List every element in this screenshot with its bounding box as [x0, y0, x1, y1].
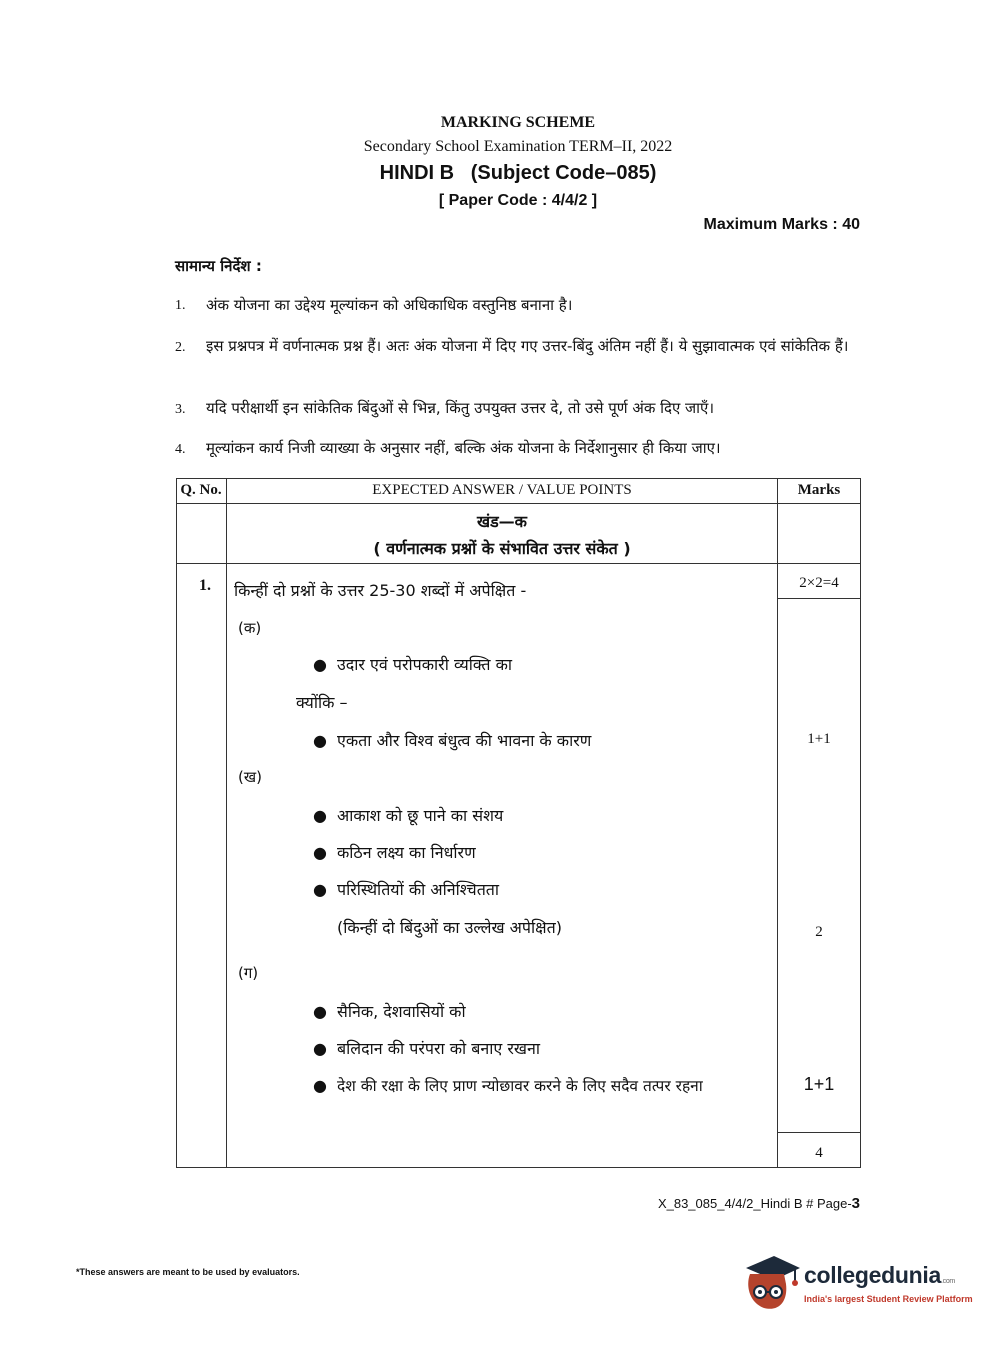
instructions-heading: सामान्य निर्देश :	[175, 257, 262, 275]
part-label: (ग)	[238, 964, 259, 982]
bullet-icon: ●	[313, 1039, 327, 1058]
instruction-text: यदि परीक्षार्थी इन सांकेतिक बिंदुओं से भिन्न, किंतु उपयुक्त उत्तर दे, तो उसे पूर्ण अंक दिए जाएँ।	[206, 399, 715, 417]
mascot-icon	[740, 1250, 802, 1312]
part-marks: 1+1	[807, 731, 831, 747]
exam-name: Secondary School Examination TERM–II, 2022	[363, 138, 673, 155]
header-qno: Q. No.	[180, 482, 222, 498]
marks-cell-divider	[777, 1132, 860, 1133]
page-reference-prefix: X_83_085_4/4/2_Hindi B # Page-	[657, 1196, 852, 1211]
table-header-divider	[176, 503, 861, 504]
table-border-top	[176, 478, 861, 479]
answer-point: उदार एवं परोपकारी व्यक्ति का	[337, 655, 513, 674]
brand-tagline: India's largest Student Review Platform	[804, 1294, 973, 1304]
paper-code: [ Paper Code : 4/4/2 ]	[438, 192, 598, 209]
question-prompt: किन्हीं दो प्रश्नों के उत्तर 25-30 शब्दों में अपेक्षित -	[234, 581, 527, 600]
bullet-icon: ●	[313, 843, 327, 862]
answer-point: आकाश को छू पाने का संशय	[337, 806, 504, 825]
page-number: 3	[851, 1195, 860, 1212]
sub-total-marks: 4	[815, 1145, 823, 1161]
subject-code: (Subject Code–085)	[470, 162, 657, 184]
header-marks: Marks	[797, 482, 841, 498]
answer-point: बलिदान की परंपरा को बनाए रखना	[337, 1039, 541, 1058]
marking-scheme-title: MARKING SCHEME	[440, 114, 596, 131]
bullet-icon: ●	[313, 655, 327, 674]
collegedunia-logo[interactable]	[740, 1250, 976, 1314]
question-number: 1.	[199, 577, 211, 594]
marks-cell-divider	[777, 598, 860, 599]
brand-suffix: .com	[940, 1278, 955, 1285]
answer-point: देश की रक्षा के लिए प्राण न्योछावर करने के लिए सदैव तत्पर रहना	[337, 1077, 703, 1095]
section-subtitle: ( वर्णनात्मक प्रश्नों के संभावित उत्तर संकेत )	[373, 539, 631, 558]
table-border-bottom	[176, 1167, 861, 1168]
section-title: खंड—क	[477, 512, 527, 531]
bullet-icon: ●	[313, 806, 327, 825]
bullet-icon: ●	[313, 731, 327, 750]
part-marks: 1+1	[803, 1074, 835, 1094]
instruction-number: 1.	[175, 298, 186, 313]
instruction-text: अंक योजना का उद्देश्य मूल्यांकन को अधिकाधिक वस्तुनिष्ठ बनाना है।	[206, 296, 573, 314]
answer-point: सैनिक, देशवासियों को	[337, 1002, 466, 1021]
answer-point: एकता और विश्व बंधुत्व की भावना के कारण	[337, 731, 592, 750]
answer-point: कठिन लक्ष्य का निर्धारण	[337, 843, 476, 862]
bullet-icon: ●	[313, 880, 327, 899]
disclaimer: *These answers are meant to be used by evaluators.	[76, 1267, 300, 1277]
subject-line	[0, 162, 1002, 185]
table-border-right	[860, 478, 861, 1168]
answer-point: परिस्थितियों की अनिश्चितता	[337, 880, 500, 899]
header-answer: EXPECTED ANSWER / VALUE POINTS	[372, 482, 632, 498]
bullet-icon: ●	[313, 1076, 327, 1095]
answer-because: क्योंकि –	[296, 693, 348, 712]
part-label: (ख)	[238, 768, 262, 786]
instruction-number: 3.	[175, 402, 186, 417]
answer-note: (किन्हीं दो बिंदुओं का उल्लेख अपेक्षित)	[337, 918, 562, 937]
part-label: (क)	[238, 619, 262, 637]
table-section-divider	[176, 563, 861, 564]
instruction-number: 2.	[175, 340, 186, 355]
max-marks: Maximum Marks : 40	[703, 216, 860, 233]
page-reference	[658, 1195, 860, 1212]
instruction-text: इस प्रश्नपत्र में वर्णनात्मक प्रश्न हैं। अतः अंक योजना में दिए गए उत्तर-बिंदु अंतिम नहीं हैं। ये सुझावात्मक एवं सांकेतिक हैं।	[206, 337, 849, 355]
bullet-icon: ●	[313, 1002, 327, 1021]
instruction-number: 4.	[175, 442, 186, 457]
total-marks: 2×2=4	[799, 575, 839, 591]
subject-name: HINDI B	[379, 162, 455, 184]
part-marks: 2	[815, 924, 823, 940]
brand-name	[804, 1262, 955, 1289]
brand-text: collegedunia	[804, 1262, 941, 1288]
instruction-text: मूल्यांकन कार्य निजी व्याख्या के अनुसार नहीं, बल्कि अंक योजना के निर्देशानुसार ही किया जाए।	[206, 439, 721, 457]
